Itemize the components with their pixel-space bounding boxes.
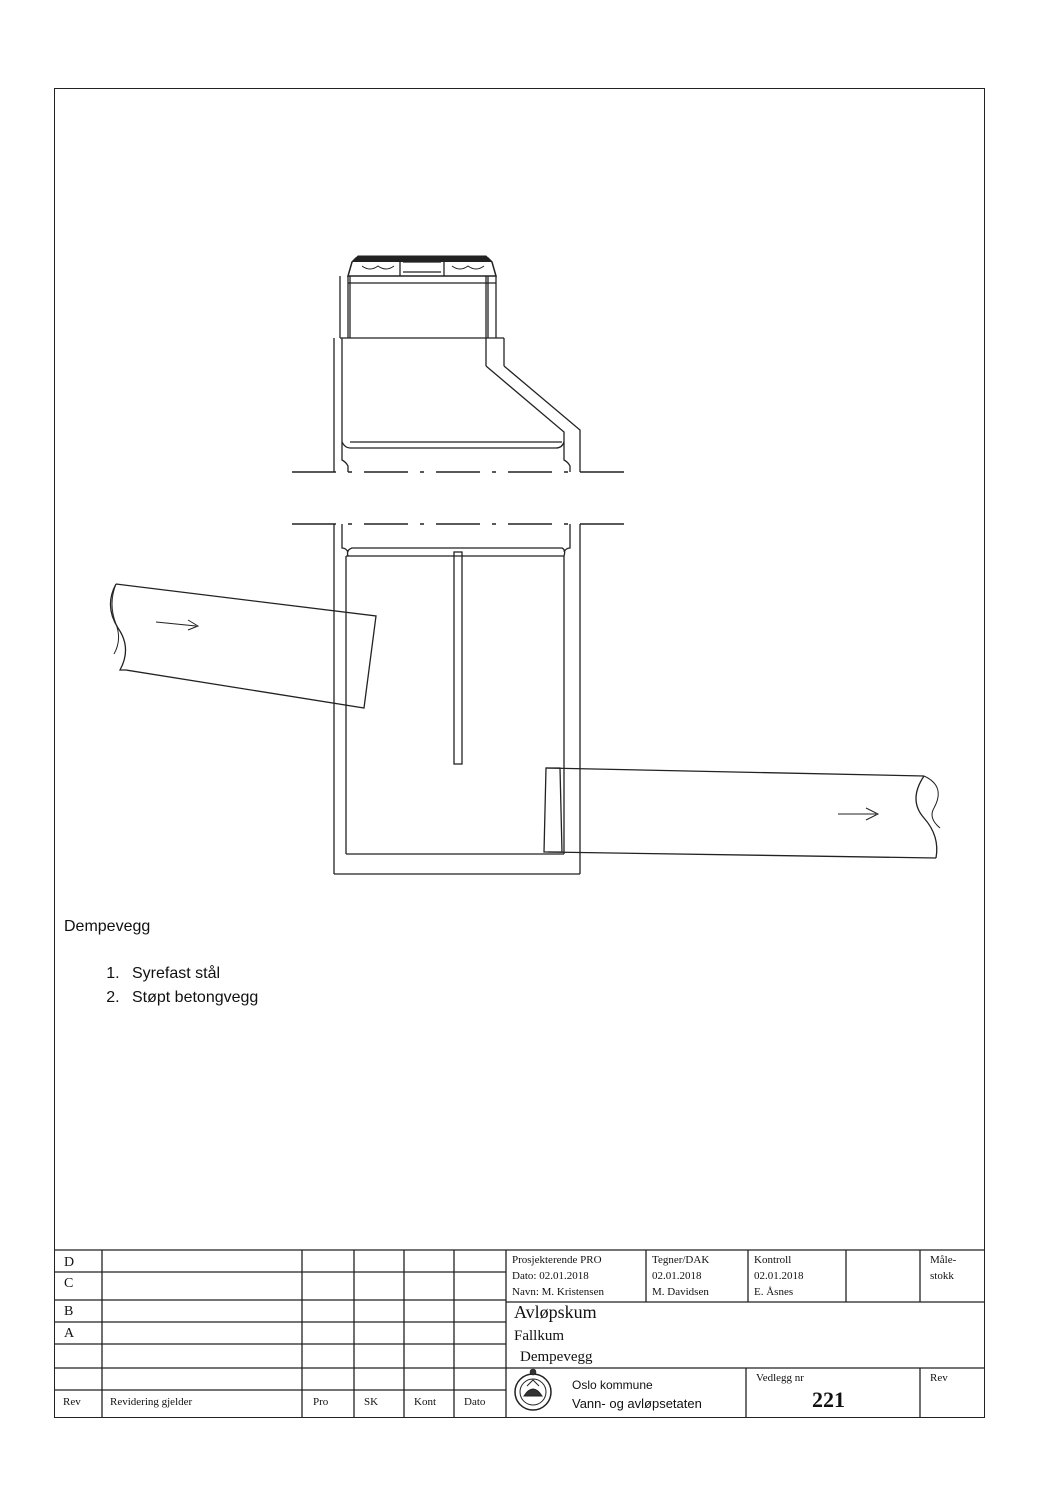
- footer-kont: Kont: [414, 1396, 436, 1408]
- prosjekterende-navn: Navn: M. Kristensen: [512, 1286, 604, 1298]
- prosjekterende-label: Prosjekterende PRO: [512, 1254, 602, 1266]
- rev-row-a: A: [64, 1326, 75, 1341]
- inlet-pipe: [110, 584, 376, 708]
- tegner-label: Tegner/DAK: [652, 1254, 710, 1266]
- rev-row-c: C: [64, 1276, 74, 1291]
- upper-shaft: [340, 276, 504, 338]
- tegner-navn: M. Davidsen: [652, 1286, 709, 1298]
- kontroll-label: Kontroll: [754, 1254, 792, 1266]
- prosjekterende-dato: Dato: 02.01.2018: [512, 1270, 589, 1282]
- drawing-title: Avløpskum: [514, 1302, 597, 1322]
- rev-label: Rev: [930, 1372, 948, 1384]
- footer-rev: Rev: [63, 1396, 81, 1408]
- legend-item-2: 2. Støpt betongvegg: [124, 986, 258, 1010]
- rev-row-b: B: [64, 1304, 74, 1319]
- kontroll-navn: E. Åsnes: [754, 1286, 794, 1298]
- legend: [64, 918, 258, 1010]
- footer-dato: Dato: [464, 1396, 486, 1408]
- kontroll-dato: 02.01.2018: [754, 1270, 804, 1282]
- manhole-cover: [348, 256, 496, 276]
- org-name: Oslo kommune: [572, 1378, 653, 1392]
- vedlegg-number: 221: [812, 1387, 845, 1412]
- baffle-wall: [454, 552, 462, 764]
- legend-title: Dempevegg: [64, 918, 151, 935]
- tegner-dato: 02.01.2018: [652, 1270, 702, 1282]
- legend-list: [64, 962, 258, 1010]
- malestokk-line2: stokk: [930, 1270, 954, 1282]
- rev-row-d: D: [64, 1255, 75, 1270]
- footer-pro: Pro: [313, 1396, 329, 1408]
- break-lines: [292, 472, 628, 524]
- drawing-subtitle: Fallkum: [514, 1328, 565, 1344]
- vedlegg-label: Vedlegg nr: [756, 1372, 804, 1384]
- oslo-seal-icon: [515, 1369, 551, 1410]
- org-department: Vann- og avløpsetaten: [572, 1396, 702, 1411]
- footer-revidering: Revidering gjelder: [110, 1396, 193, 1408]
- drawing-subtitle-2: Dempevegg: [520, 1349, 593, 1365]
- cone-section: [334, 338, 580, 472]
- lower-chamber: [334, 524, 580, 874]
- footer-sk: SK: [364, 1396, 379, 1408]
- outlet-pipe: [544, 768, 940, 858]
- malestokk-line1: Måle-: [930, 1254, 957, 1266]
- legend-item-1: 1. Syrefast stål: [124, 962, 258, 986]
